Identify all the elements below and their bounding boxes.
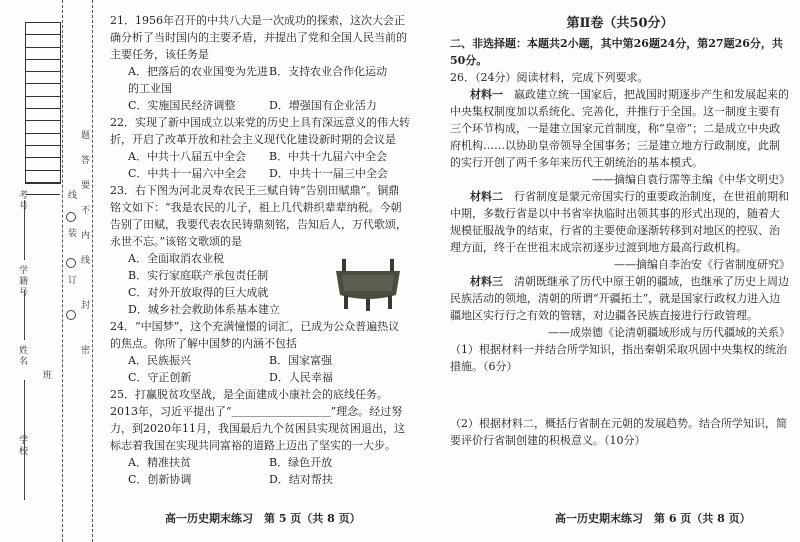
cut-mark: 线: [79, 255, 89, 266]
left-page: [110, 12, 410, 488]
material-3: [450, 273, 790, 324]
cut-word: 线: [66, 190, 76, 201]
label-class: 班: [41, 370, 51, 381]
exam-number-grid: [25, 22, 61, 184]
option: D．中共十一届三中全会: [269, 167, 388, 180]
material-3-source: ——成崇德《论清朝疆域形成与历代疆域的关系》: [548, 326, 790, 339]
question-22: 22．实现了新中国成立以来党的历史上具有深远意义的伟大转折，开启了改革开放和社会主义现代化建设新时期的会议是: [110, 116, 410, 146]
question-21: 21．1956年召开的中共八大是一次成功的探索，这次大会正确分析了当时国内的主要矛盾，并提出了党和全国人民当前的主要任务，该任务是: [110, 14, 407, 61]
question-25: 25．打赢脱贫攻坚战，是全面建成小康社会的底线任务。2013年，习近平提出了“＿＿＿＿＿＿＿＿＿”理念。经过努力，到2020年11月，我国最后九个贫困县实现贫困退出，这标志着我国在实现共同富裕的道路上迈出了坚实的一大步。: [110, 388, 405, 452]
section-intro: 二、非选择题：本题共2小题，其中第26题24分，第27题26分，共50分。: [450, 37, 783, 67]
material-3-title: 材料三: [470, 275, 503, 288]
name-underline: [24, 290, 25, 340]
cut-mark: 要: [79, 180, 89, 191]
right-page: [450, 12, 790, 449]
fold-line: [62, 0, 63, 542]
question-24-options: [110, 352, 410, 386]
label-student-id: 学籍号: [17, 265, 27, 298]
option: D．结对帮扶: [269, 473, 333, 486]
material-2: [450, 188, 790, 256]
binding-hole: [66, 310, 76, 320]
question-23-body: [110, 250, 410, 318]
question-23: 23．右下图为河北灵寿农民王三赋自铸“告别田赋鼎”。铜鼎铭文如下：“我是农民的儿子，祖上几代耕织辈辈纳税。今朝告别了田赋，我要代表农民铸鼎刻铭，告知后人，万代歌颂，永世不忘。”该铭文歌颂的是: [110, 184, 407, 248]
school-underline: [24, 380, 25, 500]
material-1-title: 材料一: [470, 88, 503, 101]
cut-mark: 封: [79, 300, 89, 311]
option: B．中共十九届六中全会: [269, 150, 388, 163]
question-23-options: [110, 250, 318, 318]
option: C．守正创新: [128, 371, 192, 384]
option: A．民族振兴: [128, 354, 191, 367]
bronze-ding-image: [328, 255, 408, 313]
page-footer-right: 高一历史期末练习 第 6 页（共 8 页）: [555, 512, 751, 525]
cut-word: 装: [66, 228, 76, 239]
option: B．国家富强: [269, 354, 333, 367]
sub-question-1: （1）根据材料一并结合所学知识，指出秦朝采取巩固中央集权的统治措施。（6分）: [450, 343, 787, 373]
sub-question-2: （2）根据材料二，概括行省制在元朝的发展趋势。结合所学知识，简要评价行省制创建的积极意义。（10分）: [450, 417, 787, 447]
option: B．绿色开放: [269, 456, 333, 469]
option: C．实施国民经济调整: [128, 99, 236, 112]
option: A．全面取消农业税: [128, 252, 224, 265]
option: D．人民幸福: [269, 371, 333, 384]
question-24: 24．“中国梦”，这个充满憧憬的词汇，已成为公众普遍热议的焦点。你所了解中国梦的内涵不包括: [110, 320, 400, 350]
cut-mark: 不: [79, 205, 89, 216]
section-title: 第Ⅱ卷（共50分）: [566, 16, 674, 31]
material-2-title: 材料二: [470, 190, 503, 203]
cut-mark: 内: [79, 230, 89, 241]
option: A．把落后的农业国变为先进的工业国: [128, 65, 268, 95]
option: C．对外开放取得的巨大成就: [128, 286, 269, 299]
cut-mark: 题: [79, 130, 89, 141]
question-25-options: [110, 454, 410, 488]
question-26-heading: 26．（24分）阅读材料，完成下列要求。: [450, 71, 649, 84]
cut-word: 订: [66, 275, 76, 286]
question-22-options: [110, 148, 410, 182]
cut-mark: 密: [79, 345, 89, 356]
option: B．支持农业合作化运动: [269, 65, 388, 78]
question-21-options: [110, 63, 410, 114]
option: B．实行家庭联产承包责任制: [128, 269, 269, 282]
option: A．精准扶贫: [128, 456, 191, 469]
option: D．增强国有企业活力: [269, 99, 377, 112]
material-1-text: 嬴政建立统一国家后，把战国时期逐步产生和发展起来的中央集权制度加以系统化、完善化，并推行于全国。这一制度主要有三个环节构成，一是建立国家元首制度，称“皇帝”；二是成立中央政府机构……以协助皇帝领导全国事务；三是建立地方行政制度，此制的实行开创了两千多年来历代王朝统治的基本模式。: [450, 88, 789, 169]
fold-line: [92, 0, 93, 542]
option: D．城乡社会救助体系基本建立: [128, 303, 280, 316]
material-2-text: 行省制度是蒙元帝国实行的重要政治制度，在世祖前期和中期，多数行省是以中书省宰执临时出领其事的形式出现的，随着大规模征服战争的结束，行省的主要使命逐渐转移到对地区的控驭、治理方面，终于在世祖末成宗初逐步过渡到地方最高行政机构。: [450, 190, 789, 254]
page-footer-left: 高一历史期末练习 第 5 页（共 8 页）: [165, 512, 361, 525]
cut-mark: 答: [79, 155, 89, 166]
label-school: 学校: [17, 435, 27, 457]
answer-space[interactable]: [450, 375, 790, 415]
material-3-text: 清朝既继承了历代中原王朝的疆域，也继承了历史上周边民族活动的领地，清朝的所谓“开疆拓土”，就是国家行政权力进入边疆地区实行行之有效的管辖，对边疆各民族直接进行行政管理。: [450, 275, 789, 322]
binding-hole: [66, 212, 76, 222]
material-1-source: ——摘编自袁行霈等主编《中华文明史》: [592, 173, 790, 186]
student-id-underline: [24, 200, 25, 260]
binding-margin: [0, 0, 100, 542]
label-exam-no: 考号: [17, 190, 27, 212]
option: C．中共十一届六中全会: [128, 167, 247, 180]
material-2-source: ——摘编自李治安《行省制度研究》: [614, 258, 790, 271]
option: A．中共十八届五中全会: [128, 150, 246, 163]
label-name: 姓名: [17, 345, 27, 367]
option: C．创新协调: [128, 473, 192, 486]
material-1: [450, 86, 790, 171]
binding-hole: [66, 258, 76, 268]
